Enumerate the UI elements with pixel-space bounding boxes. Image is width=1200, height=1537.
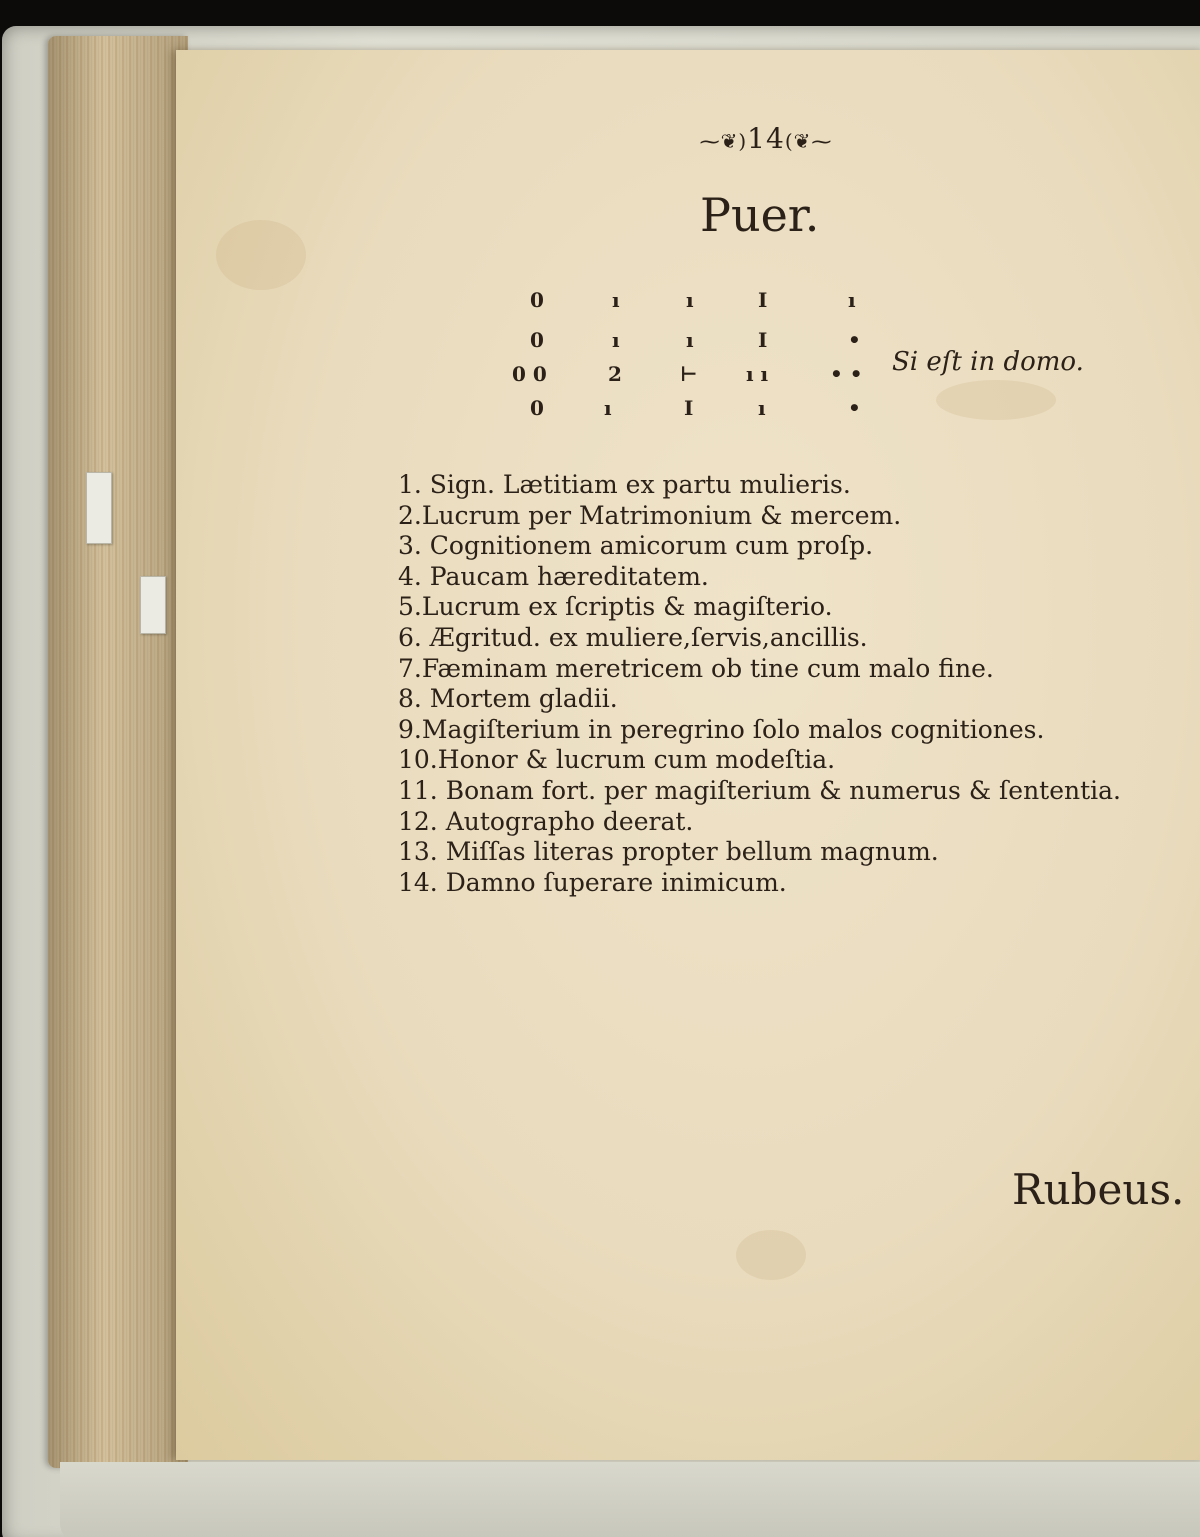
item-number: 13. [398,837,438,867]
figure-mark: ı [758,396,766,420]
item-text: Miſſas literas propter bellum magnum. [437,837,939,867]
item-text: Ægritud. ex muliere,ſervis,ancillis. [421,622,868,652]
figure-mark: • • [830,362,863,386]
list-item [398,531,1121,562]
header-ornament-left: ⁓❦) [699,129,748,153]
figure-mark: ı [604,396,612,420]
item-number: 11. [398,775,438,805]
item-number: 2. [398,500,422,530]
list-item [398,745,1121,776]
figure-mark: ı ı [746,362,769,386]
item-text: Magiſterium in peregrino ſolo malos cognitiones. [421,714,1045,744]
figure-mark: ı [848,288,856,312]
item-number: 4. [398,561,422,591]
item-number: 14. [398,867,438,897]
item-number: 9. [398,714,422,744]
list-item [398,715,1121,746]
page-title: Puer. [700,188,820,242]
list-item [398,654,1121,685]
list-item [398,562,1121,593]
item-number: 10. [398,745,438,775]
figure-mark: I [758,288,768,312]
item-text: Damno ſuperare inimicum. [437,867,787,897]
list-item [398,592,1121,623]
item-number: 3. [398,531,422,561]
item-text: Sign. Lætitiam ex partu mulieris. [421,470,851,499]
item-text: Lucrum ex ſcriptis & magiſterio. [421,592,833,622]
edge-shadow [48,36,188,1468]
page-tab-marker[interactable] [86,472,112,544]
catchword: Rubeus. [1012,1165,1185,1214]
list-item [398,776,1121,807]
item-number: 1. [398,470,422,499]
list-item [398,837,1121,868]
list-item [398,470,1121,501]
item-text: Mortem gladii. [421,684,618,714]
figure-mark: ı [612,328,620,352]
figure-mark: I [684,396,694,420]
item-number: 5. [398,592,422,622]
figure-mark: 2 [608,362,622,386]
geomantic-figure [500,280,920,430]
item-text: Lucrum per Matrimonium & mercem. [421,500,902,530]
item-text: Fæminam meretricem ob tine cum malo fine. [421,653,994,683]
page-tab-marker[interactable] [140,576,166,634]
figure-mark: 0 0 [512,362,547,386]
figure-mark: ı [612,288,620,312]
item-number: 12. [398,806,438,836]
figure-mark: ı [686,288,694,312]
list-item [398,623,1121,654]
foxing-stain [736,1230,806,1280]
item-text: Bonam fort. per magiſterium & numerus & ſententia. [437,775,1122,805]
cover-bottom-edge [60,1462,1200,1537]
list-item [398,501,1121,532]
item-text: Paucam hæreditatem. [421,561,709,591]
item-number: 6. [398,622,422,652]
page-header [676,122,856,155]
list-item [398,807,1121,838]
figure-mark: 0 [530,288,544,312]
figure-mark: I [758,328,768,352]
foxing-stain [936,380,1056,420]
item-text: Honor & lucrum cum modeſtia. [437,745,836,775]
figure-mark: 0 [530,396,544,420]
figure-mark: ⊢ [680,362,698,386]
figure-mark: ı [686,328,694,352]
list-item [398,868,1121,899]
figure-note: Si eſt in domo. [892,347,1084,377]
figure-mark: • [848,328,861,352]
foxing-stain [216,220,306,290]
item-text: Autographo deerat. [437,806,694,836]
header-ornament-right: (❦⁓ [784,129,833,153]
page-number: 14 [747,122,785,155]
item-number: 8. [398,684,422,714]
figure-mark: 0 [530,328,544,352]
list-item [398,684,1121,715]
item-text: Cognitionem amicorum cum proſp. [421,531,874,561]
figure-mark: • [848,396,861,420]
item-number: 7. [398,653,422,683]
significations-list [398,470,1121,898]
